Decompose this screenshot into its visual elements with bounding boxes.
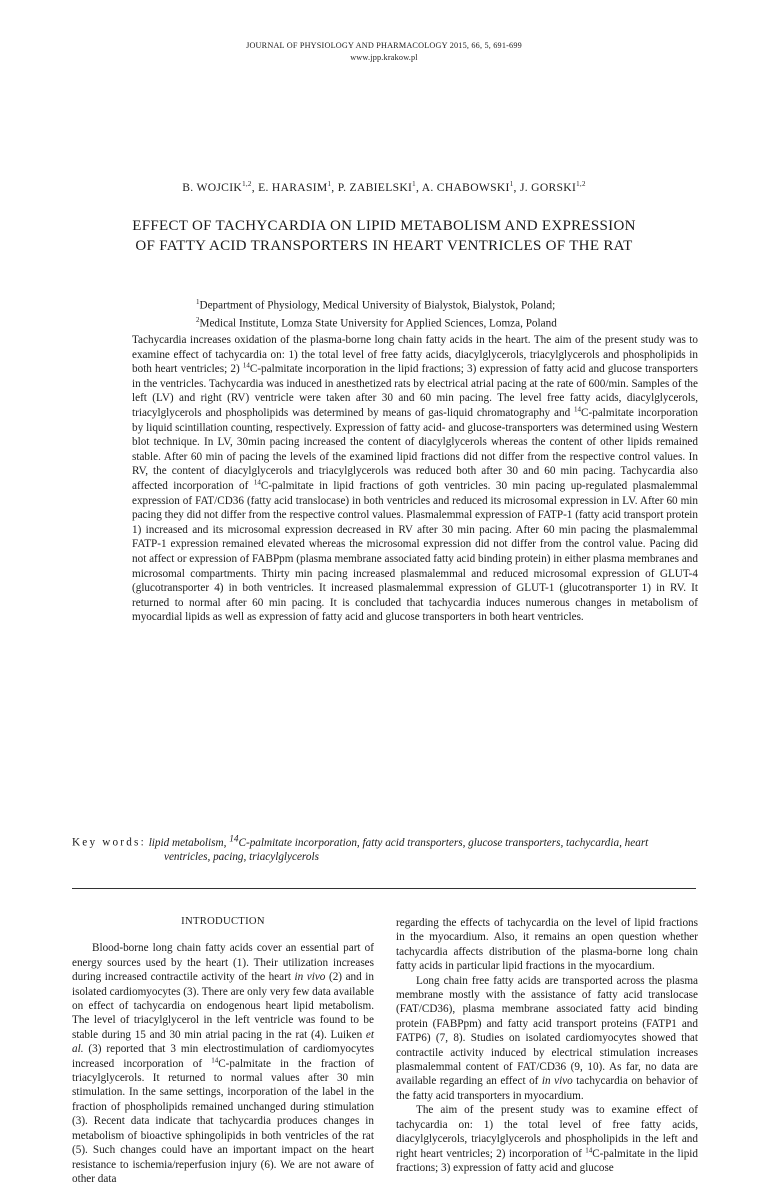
text-run: C-palmitate in the fraction of triacylglycerols. It returned to normal values after 30 min stimulation. In the same settings, incorporation of the label in the fraction of phospholipids remained unchanged during stimulation (3). Recent data indicate that tachycardia produces changes in metabolism of bioactive sphingolipids in both ventricles of the rat (5). Such changes could have an important impact on the heart resistance to ischemia/reperfusion injury (6). We are not aware of other data bbox=[72, 1057, 374, 1185]
text-run: (2) and in isolated cardiomyocytes (3). There are only very few data available on effect of tachycardia on endogenous heart lipid metabolism. The level of triacylglycerol in the left ventricle was found to be stable during 15 and 30 min atrial pacing in the rat (4). Luiken bbox=[72, 971, 374, 1041]
abstract bbox=[132, 333, 698, 625]
author-name: P. ZABIELSKI bbox=[337, 180, 413, 194]
keywords-text-line2: ventricles, pacing, triacylglycerols bbox=[164, 851, 319, 864]
intro-paragraph bbox=[396, 974, 698, 1104]
abstract-text: C-palmitate incorporation in the lipid fractions; 3) expression of fatty acid and glucose transporters in the ventricles. Tachycardia was induced in anesthetized rats by electrical atrial pacing at the rate of 600/min. Samples of the left (LV) and right (RV) ventricle were taken after 30 and 60 min pacing. The level free fatty acids, diacylglycerols, triacylglycerols and phospholipids was determined by means of gas-liquid chromatography and bbox=[132, 363, 698, 419]
keywords-part: C-palmitate incorporation, fatty acid transporters, glucose transporters, tachycardia, heart bbox=[238, 836, 649, 849]
intro-paragraph: regarding the effects of tachycardia on the level of lipid fractions in the myocardium. Also, it remains an open question whether tachycardia affects distribution of the plasma-borne long chain fatty acids in particular lipid fractions in the myocardium. bbox=[396, 917, 698, 973]
isotope-mark: 14 bbox=[253, 478, 261, 487]
affiliation-item bbox=[196, 313, 557, 331]
text-run: Long chain free fatty acids are transported across the plasma membrane mostly with the assistance of fatty acid translocase (FAT/CD36), plasma membrane associated fatty acid binding protein (FABPpm) and fatty acid transport proteins (FATP1 and FATP6) (7, 8). Studies on isolated cardiomyocytes showed that contractile activity induced by electrical stimulation increases plasmalemmal content of FAT/CD36 (9, 10). As far, no data are available regarding an effect of bbox=[396, 974, 698, 1088]
keywords-label: Key words: bbox=[72, 836, 146, 849]
author-affil-mark: 1,2 bbox=[242, 180, 252, 188]
keywords bbox=[72, 832, 702, 865]
affil-text: Department of Physiology, Medical University of Bialystok, Bialystok, Poland; bbox=[199, 299, 556, 312]
text-italic: in vivo bbox=[541, 1075, 573, 1088]
abstract-text: C-palmitate in lipid fractions of goth ventricles. 30 min pacing up-regulated plasmalemmal expression of FAT/CD36 (fatty acid translocase) in both ventricles and reduced its microsomal expression in LV. After 60 min pacing they did not differ from the respective control values. Plasmalemmal expression of FATP-1 (fatty acid transport protein 1) increased and its microsomal expression decreased in RV after 30 min pacing. After 60 min pacing the plasmalemmal FATP-1 expression remained elevated whereas the microsomal expression did not differ from the control value. Pacing did not affect or expression of FABPpm (plasma membrane associated fatty acid binding protein) in either plasma membranes and microsomal compartments. Thirty min pacing increased plasmalemmal and reduced microsomal expression of GLUT-4 (glucotransporter 4) in both ventricles. It increased plasmalemmal expression of GLUT-1 (glucotransporter 1) in RV. It returned to normal after 60 min pacing. It is concluded that tachycardia induces numerous changes in metabolism of myocardial lipids as well as expression of fatty acid and glucose transporters in both heart ventricles. bbox=[132, 479, 698, 624]
text-run: (3) reported that 3 min electrostimulation of cardiomyocytes increased incorporation of bbox=[72, 1043, 374, 1070]
journal-citation: JOURNAL OF PHYSIOLOGY AND PHARMACOLOGY 2015, 66, 5, 691-699 bbox=[246, 41, 522, 50]
text-run: The aim of the present study was to examine effect of tachycardia on: 1) the total level of free fatty acids, diacylglycerols, triacylglycerols and phospholipids in the left and right heart ventricles; 2) incorporation of bbox=[396, 1104, 698, 1160]
isotope-mark: 14 bbox=[574, 405, 582, 414]
author-name: B. WOJCIK bbox=[182, 180, 243, 194]
author-affil-mark: 1 bbox=[509, 180, 514, 188]
isotope-mark: 14 bbox=[242, 361, 250, 370]
text-run: C-palmitate in the lipid fractions; 3) expression of fatty acid and glucose bbox=[396, 1147, 698, 1174]
author-name: J. GORSKI bbox=[519, 180, 577, 194]
text-italic: et al. bbox=[72, 1028, 374, 1056]
section-heading: INTRODUCTION bbox=[181, 916, 265, 927]
author-affil-mark: 1 bbox=[327, 180, 332, 188]
keywords-part: lipid metabolism, bbox=[148, 836, 230, 849]
intro-paragraph bbox=[396, 1103, 698, 1175]
isotope-mark: 14 bbox=[211, 1055, 219, 1064]
text-italic: in vivo bbox=[294, 971, 326, 984]
author-affil-mark: 1 bbox=[412, 180, 416, 188]
author-list: B. WOJCIK$^{1,2}$, E. HARASIM$^1$, P. ZABIELSKI$^1$, A. CHABOWSKI$^1$, J. GORSKI$^{1,2}$ bbox=[182, 180, 586, 194]
abstract-text: Tachycardia increases oxidation of the plasma-borne long chain fatty acids in the heart. The aim of the present study was to examine effect of tachycardia on: 1) the total level of free fatty acids, diacylglycerols, triacylglycerols and phospholipids in both heart ventricles; 2) bbox=[132, 334, 698, 376]
column-right bbox=[396, 916, 698, 1175]
title-line: OF FATTY ACID TRANSPORTERS IN HEART VENTRICLES OF THE RAT bbox=[135, 238, 633, 254]
abstract-text: C-palmitate incorporation by liquid scintillation counting, respectively. Expression of fatty acid- and glucose-transporters was determined using Western blot technique. In LV, 30min pacing increased the content of diacylglycerols whereas the content of other lipids remained stable. After 60 min of pacing the levels of the examined lipid fractions did not differ from the respective control values. In RV, the content of diacylglycerols and triacylglycerols was reduced both after 30 and 60 min pacing. Tachycardia also affected incorporation of bbox=[132, 406, 698, 492]
affil-mark: 2 bbox=[196, 316, 200, 325]
title-line: EFFECT OF TACHYCARDIA ON LIPID METABOLISM AND EXPRESSION bbox=[132, 218, 636, 234]
intro-paragraph bbox=[72, 941, 374, 1186]
isotope-mark: 14 bbox=[229, 834, 239, 844]
author-name: A. CHABOWSKI bbox=[421, 180, 510, 194]
affil-text: Medical Institute, Lomza State University for Applied Sciences, Lomza, Poland bbox=[199, 317, 557, 330]
author-name: E. HARASIM bbox=[258, 180, 328, 194]
column-left bbox=[72, 915, 374, 1186]
author-affil-mark: 1,2 bbox=[576, 180, 586, 188]
affiliations bbox=[196, 295, 557, 331]
paper-title bbox=[0, 216, 768, 256]
section-divider bbox=[72, 888, 696, 889]
journal-header bbox=[0, 40, 768, 64]
journal-url[interactable]: www.jpp.krakow.pl bbox=[350, 53, 418, 62]
affiliation-item bbox=[196, 295, 557, 313]
isotope-mark: 14 bbox=[585, 1145, 593, 1154]
keywords-text bbox=[148, 834, 649, 849]
text-run: Blood-borne long chain fatty acids cover an essential part of energy sources used by the heart (1). Their utilization increases during increased contractile activity of the heart bbox=[72, 942, 374, 984]
text-run: tachycardia on behavior of the fatty acid transporters in myocardium. bbox=[396, 1075, 698, 1102]
affil-mark: 1 bbox=[196, 298, 200, 306]
